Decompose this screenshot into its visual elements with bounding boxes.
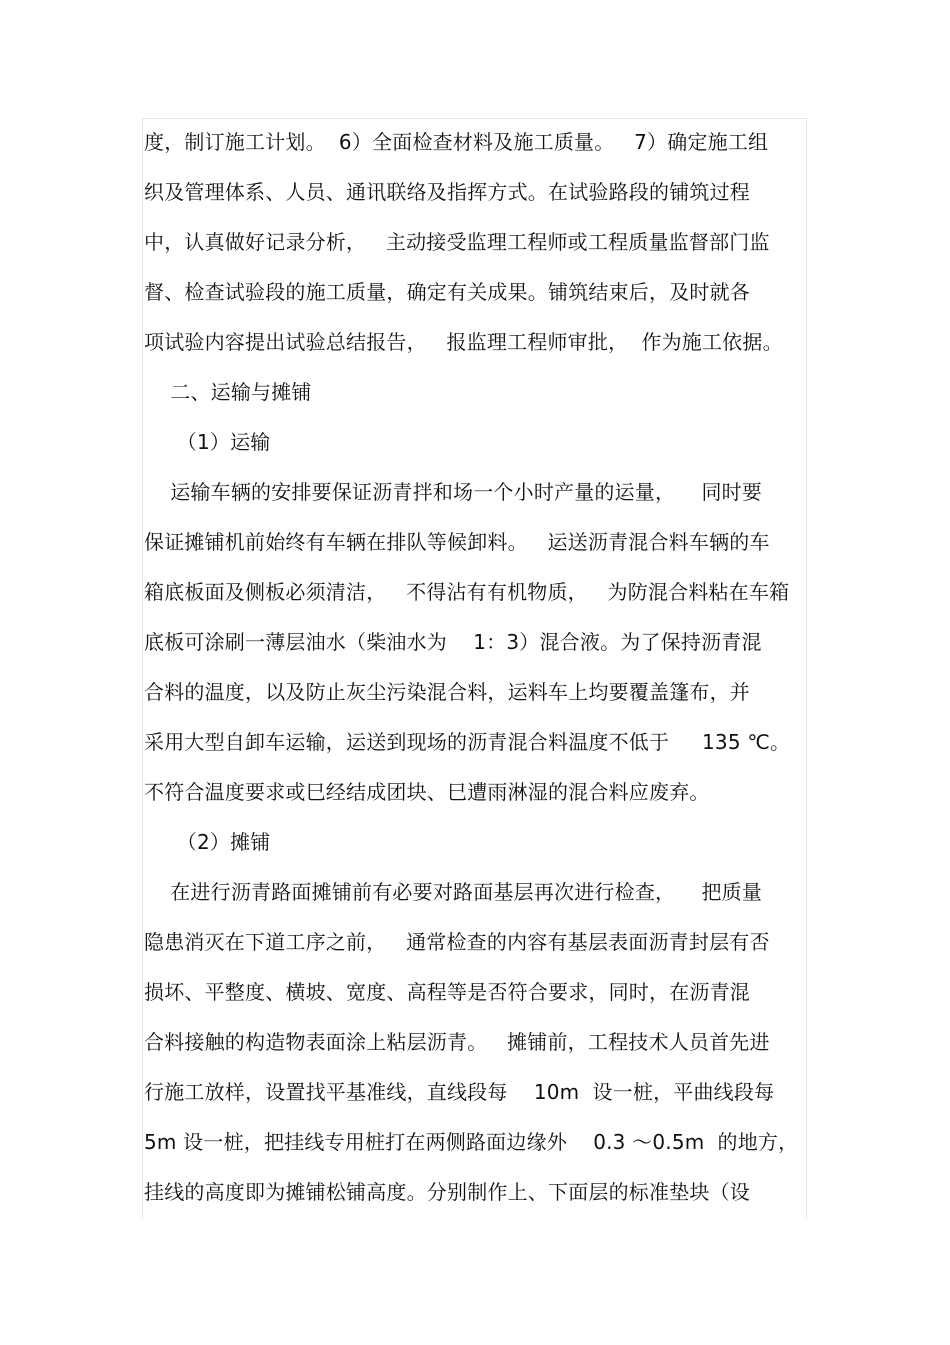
text-line: 合料接触的构造物表面涂上粘层沥青。 摊铺前，工程技术人员首先进 — [144, 1030, 770, 1054]
subsection-heading: （1）运输 — [144, 430, 271, 454]
subsection-heading: （2）摊铺 — [144, 830, 271, 854]
text-line: 采用大型自卸车运输，运送到现场的沥青混合料温度不低于 135 ℃。 — [144, 730, 791, 754]
text-line: 箱底板面及侧板必须清洁， 不得沾有有机物质， 为防混合料粘在车箱 — [144, 580, 790, 604]
text-line: 织及管理体系、人员、通讯联络及指挥方式。在试验路段的铺筑过程 — [144, 180, 750, 204]
text-line: 不符合温度要求或巳经结成团块、巳遭雨淋湿的混合料应废弃。 — [144, 780, 710, 804]
text-line: 底板可涂刷一薄层油水（柴油水为 1：3）混合液。为了保持沥青混 — [144, 630, 762, 654]
text-line: 挂线的高度即为摊铺松铺高度。分别制作上、下面层的标准垫块（设 — [144, 1180, 750, 1204]
text-line: 中，认真做好记录分析， 主动接受监理工程师或工程质量监督部门监 — [144, 230, 770, 254]
section-heading: 二、运输与摊铺 — [144, 380, 312, 404]
text-line: 损坏、平整度、横坡、宽度、高程等是否符合要求，同时，在沥青混 — [144, 980, 750, 1004]
text-line: 督、检查试验段的施工质量，确定有关成果。铺筑结束后，及时就各 — [144, 280, 750, 304]
text-line: 隐患消灭在下道工序之前， 通常检查的内容有基层表面沥青封层有否 — [144, 930, 770, 954]
text-line: 在进行沥青路面摊铺前有必要对路面基层再次进行检查， 把质量 — [144, 880, 763, 904]
text-line: 行施工放样，设置找平基准线，直线段每 10m 设一桩，平曲线段每 — [144, 1080, 775, 1104]
text-line: 合料的温度，以及防止灰尘污染混合料，运料车上均要覆盖篷布，并 — [144, 680, 750, 704]
text-line: 保证摊铺机前始终有车辆在排队等候卸料。 运送沥青混合料车辆的车 — [144, 530, 770, 554]
text-line: 运输车辆的安排要保证沥青拌和场一个小时产量的运量， 同时要 — [144, 480, 763, 504]
text-line: 项试验内容提出试验总结报告， 报监理工程师审批， 作为施工依据。 — [144, 330, 783, 354]
text-line: 5m 设一桩，把挂线专用桩打在两侧路面边缘外 0.3 ～0.5m 的地方， — [144, 1130, 799, 1154]
text-line: 度，制订施工计划。 6）全面检查材料及施工质量。 7）确定施工组 — [144, 130, 769, 154]
